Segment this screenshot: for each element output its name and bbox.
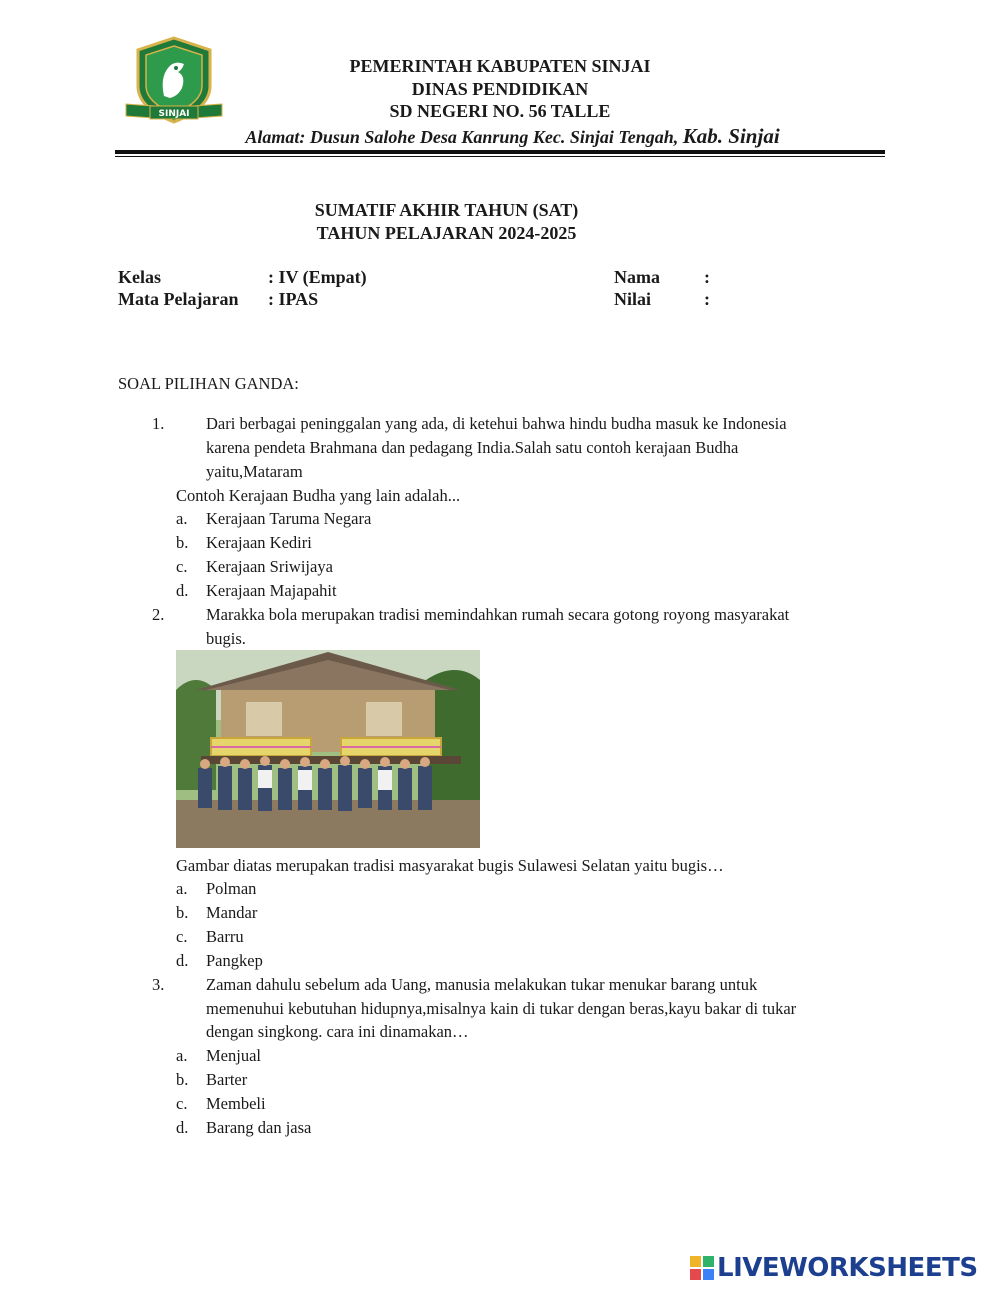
question-text-line: dengan singkong. cara ini dinamakan… [206, 1022, 469, 1041]
option-text[interactable]: Mandar [206, 903, 258, 922]
option-letter: d. [176, 1118, 189, 1137]
section-title: SOAL PILIHAN GANDA: [118, 374, 299, 393]
option-text[interactable]: Barru [206, 927, 244, 946]
option-letter: a. [176, 1046, 188, 1065]
option-letter: c. [176, 557, 188, 576]
option-c[interactable] [176, 1094, 187, 1114]
question-text-line: Marakka bola merupakan tradisi memindahkan rumah secara gotong royong masyarakat [206, 605, 790, 624]
exam-title: SUMATIF AKHIR TAHUN (SAT) [314, 200, 579, 220]
option-a[interactable] [176, 509, 187, 529]
question-text-line: yaitu,Mataram [206, 462, 303, 481]
option-letter: b. [176, 1070, 189, 1089]
header-address [0, 124, 1000, 149]
option-text[interactable]: Barter [206, 1070, 248, 1089]
option-d[interactable] [176, 1118, 188, 1138]
option-text[interactable]: Pangkep [206, 951, 263, 970]
liveworksheets-brand[interactable] [690, 1252, 978, 1284]
option-text[interactable]: Polman [206, 879, 257, 898]
question-text-line: Dari berbagai peninggalan yang ada, di ketehui bahwa hindu budha masuk ke Indonesia [206, 414, 787, 433]
liveworksheets-logo-icon [690, 1256, 714, 1280]
question-number: 2. [152, 605, 165, 624]
option-c[interactable] [176, 927, 187, 947]
question-number: 1. [152, 414, 165, 433]
option-b[interactable] [176, 1070, 188, 1090]
address-regency: Kab. Sinjai [682, 124, 780, 148]
nilai-label: Nilai [614, 289, 652, 309]
address-text: Alamat: Dusun Salohe Desa Kanrung Kec. Sinjai Tengah, [245, 127, 679, 147]
kelas-label: Kelas [118, 267, 161, 287]
question-text-line: Zaman dahulu sebelum ada Uang, manusia melakukan tukar menukar barang untuk [206, 975, 758, 994]
option-d[interactable] [176, 951, 188, 971]
option-c[interactable] [176, 557, 187, 577]
header-divider-thin [115, 156, 885, 157]
option-letter: c. [176, 1094, 188, 1113]
mapel-value: : IPAS [268, 289, 319, 309]
option-a[interactable] [176, 1046, 187, 1066]
option-letter: a. [176, 509, 188, 528]
exam-year: TAHUN PELAJARAN 2024-2025 [316, 223, 577, 243]
question-text-line: memenuhui kebutuhan hidupnya,misalnya kain di tukar dengan beras,kayu bakar di tukar [206, 999, 797, 1018]
header-department: DINAS PENDIDIKAN [411, 79, 589, 99]
option-text[interactable]: Kerajaan Majapahit [206, 581, 337, 600]
option-letter: d. [176, 951, 189, 970]
option-a[interactable] [176, 879, 187, 899]
option-letter: b. [176, 903, 189, 922]
option-letter: a. [176, 879, 188, 898]
option-text[interactable]: Kerajaan Taruma Negara [206, 509, 372, 528]
header-divider-thick [115, 150, 885, 154]
option-d[interactable] [176, 581, 188, 601]
mapel-label: Mata Pelajaran [118, 289, 239, 309]
header-government: PEMERINTAH KABUPATEN SINJAI [349, 56, 651, 76]
nilai-field[interactable]: : [704, 289, 710, 309]
nama-label: Nama [614, 267, 660, 287]
option-b[interactable] [176, 533, 188, 553]
option-letter: b. [176, 533, 189, 552]
question-prompt: Contoh Kerajaan Budha yang lain adalah... [176, 486, 461, 505]
liveworksheets-text: LIVEWORKSHEETS [717, 1253, 978, 1283]
logo-banner-text: SINJAI [158, 109, 190, 119]
option-letter: c. [176, 927, 188, 946]
nama-field[interactable]: : [704, 267, 710, 287]
kelas-value: : IV (Empat) [268, 267, 367, 287]
option-b[interactable] [176, 903, 188, 923]
question-text-line: bugis. [206, 629, 246, 648]
option-text[interactable]: Barang dan jasa [206, 1118, 312, 1137]
header-school: SD NEGERI NO. 56 TALLE [389, 101, 611, 121]
option-text[interactable]: Membeli [206, 1094, 266, 1113]
question-text-line: karena pendeta Brahmana dan pedagang India.Salah satu contoh kerajaan Budha [206, 438, 739, 457]
option-letter: d. [176, 581, 189, 600]
question-number: 3. [152, 975, 165, 994]
option-text[interactable]: Kerajaan Sriwijaya [206, 557, 333, 576]
question-prompt: Gambar diatas merupakan tradisi masyarakat bugis Sulawesi Selatan yaitu bugis… [176, 856, 724, 875]
option-text[interactable]: Kerajaan Kediri [206, 533, 312, 552]
option-text[interactable]: Menjual [206, 1046, 261, 1065]
marakka-bola-photo [176, 650, 480, 848]
